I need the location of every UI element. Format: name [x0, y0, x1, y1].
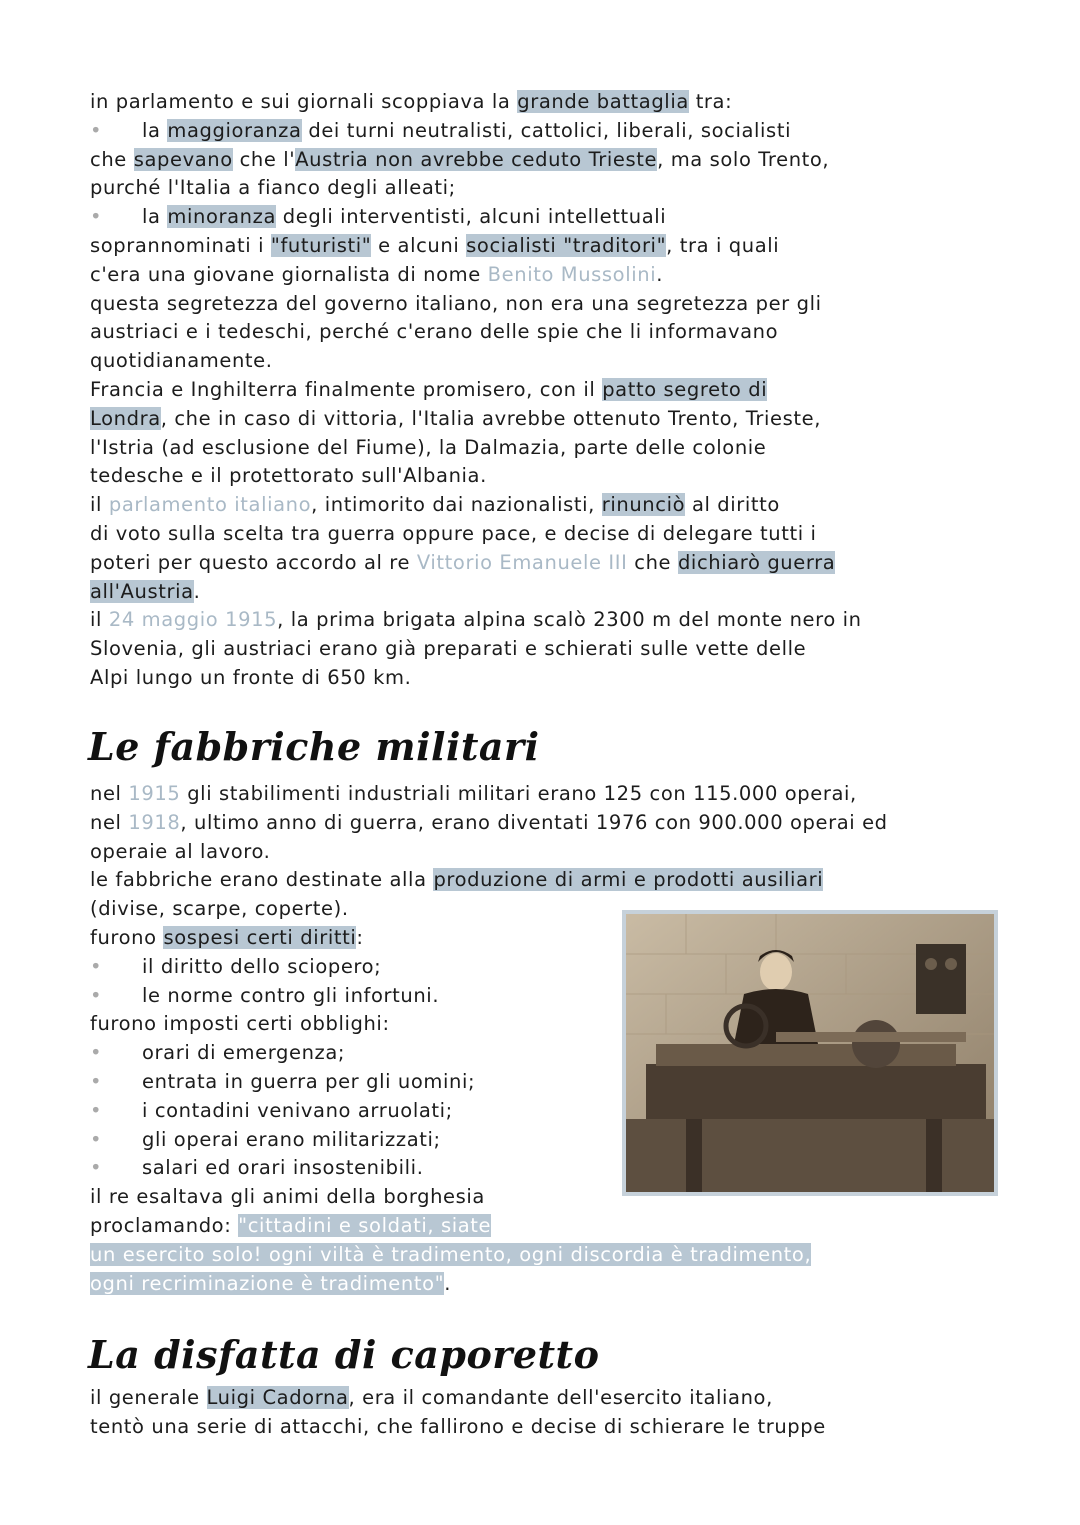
muted-text: 1915: [128, 782, 181, 805]
text-span: .: [656, 262, 664, 286]
muted-text: Benito Mussolini: [487, 262, 657, 286]
text-span: e alcuni: [371, 233, 467, 257]
text-line: [90, 203, 1020, 232]
text-span: Francia e Inghilterra finalmente promisero, con il: [90, 377, 603, 401]
text-span: furono: [90, 925, 164, 949]
text-span: di voto sulla scelta tra guerra oppure pace, e decise di delegare tutti i: [90, 521, 817, 545]
text-span: austriaci e i tedeschi, perché c'erano delle spie che li informavano: [90, 320, 779, 344]
highlighted-text: grande battaglia: [517, 90, 689, 113]
text-span: purché l'Italia a fianco degli alleati;: [90, 176, 456, 200]
text-line: [90, 434, 1020, 463]
highlighted-text: ogni recriminazione è tradimento": [90, 1271, 445, 1295]
text-span: .: [444, 1271, 451, 1295]
highlighted-text: patto segreto di: [602, 377, 768, 401]
muted-text: parlamento italiano: [108, 493, 312, 517]
text-span: nel: [90, 810, 129, 834]
text-line: [90, 780, 1020, 809]
text-span: degli interventisti, alcuni intellettuali: [276, 205, 667, 229]
text-span: il: [90, 493, 109, 517]
text-span: in parlamento e sui giornali scoppiava la: [90, 90, 518, 113]
text-line: [90, 578, 1020, 607]
highlighted-text: Londra: [90, 406, 161, 430]
text-span: , era il comandante dell'esercito italiano,: [348, 1386, 773, 1409]
highlighted-text: sospesi certi diritti: [163, 925, 357, 949]
highlighted-text: maggioranza: [167, 118, 302, 142]
highlighted-text: sapevano: [133, 147, 233, 171]
text-span: entrata in guerra per gli uomini;: [142, 1069, 476, 1093]
text-span: orari di emergenza;: [142, 1041, 346, 1065]
section-caporetto-text: [90, 1384, 1020, 1442]
highlighted-text: produzione di armi e prodotti ausiliari: [433, 868, 824, 892]
text-span: dei turni neutralisti, cattolici, liberali, socialisti: [301, 118, 792, 142]
text-line: [90, 1413, 1020, 1442]
text-span: al diritto: [685, 493, 780, 517]
text-line: [90, 462, 1020, 491]
highlighted-text: rinunciò: [601, 493, 686, 517]
text-line: [90, 232, 1020, 261]
text-line: [90, 838, 1020, 867]
highlighted-text: minoranza: [167, 205, 276, 229]
text-span: i contadini venivano arruolati;: [142, 1098, 453, 1122]
text-line: [90, 347, 1020, 376]
text-line: [90, 88, 1020, 117]
text-span: tra:: [688, 90, 733, 113]
text-span: il diritto dello sciopero;: [142, 954, 382, 978]
text-line: [90, 174, 1020, 203]
bullet-icon: •: [90, 983, 103, 1007]
text-line: [90, 809, 1020, 838]
text-span: che l': [232, 147, 296, 171]
bullet-icon: •: [90, 1127, 103, 1151]
text-line: [90, 1241, 1020, 1270]
text-span: le norme contro gli infortuni.: [142, 983, 440, 1007]
text-line: [90, 520, 1020, 549]
text-line: [90, 664, 1020, 693]
text-span: poteri per questo accordo al re: [90, 550, 417, 574]
text-span: proclamando:: [90, 1213, 239, 1237]
factory-worker-photo: [622, 910, 998, 1196]
text-line: [90, 261, 1020, 290]
text-span: , tra i quali: [666, 233, 780, 257]
muted-text: 24 maggio 1915: [108, 608, 278, 632]
section-parliament-text: [90, 88, 1020, 693]
text-span: , ultimo anno di guerra, erano diventati 1976 con 900.000 operai ed: [180, 810, 888, 834]
bullet-icon: •: [90, 1069, 103, 1093]
text-line: [90, 376, 1020, 405]
text-span: , intimorito dai nazionalisti,: [311, 493, 602, 517]
text-span: furono imposti certi obblighi:: [90, 1012, 390, 1036]
text-span: c'era una giovane giornalista di nome: [90, 262, 488, 286]
highlighted-text: "futuristi": [270, 233, 372, 257]
text-line: [90, 1212, 1020, 1241]
text-span: , la prima brigata alpina scalò 2300 m del monte nero in: [277, 608, 862, 632]
text-span: (divise, scarpe, coperte).: [90, 897, 349, 921]
text-span: questa segretezza del governo italiano, non era una segretezza per gli: [90, 291, 822, 315]
text-span: il re esaltava gli animi della borghesia: [90, 1185, 485, 1209]
highlighted-text: dichiarò guerra: [677, 550, 836, 574]
highlighted-text: "cittadini e soldati, siate: [238, 1213, 492, 1237]
text-span: nel: [90, 782, 129, 805]
highlighted-text: Austria non avrebbe ceduto Trieste: [295, 147, 658, 171]
text-line: [90, 866, 1020, 895]
text-span: il generale: [90, 1386, 207, 1409]
text-line: [90, 290, 1020, 319]
highlighted-text: Luigi Cadorna: [206, 1386, 349, 1409]
text-span: Slovenia, gli austriaci erano già preparati e schierati sulle vette delle: [90, 637, 807, 661]
text-span: gli stabilimenti industriali militari erano 125 con 115.000 operai,: [180, 782, 857, 805]
text-span: soprannominati i: [90, 233, 271, 257]
heading-disfatta-caporetto: La disfatta di caporetto: [88, 1332, 600, 1377]
text-span: le fabbriche erano destinate alla: [90, 868, 434, 892]
highlighted-text: socialisti "traditori": [466, 233, 667, 257]
text-span: gli operai erano militarizzati;: [142, 1127, 441, 1151]
bullet-icon: •: [90, 954, 103, 978]
text-span: tedesche e il protettorato sull'Albania.: [90, 464, 487, 488]
bullet-icon: •: [90, 205, 103, 229]
text-span: quotidianamente.: [90, 349, 273, 373]
text-line: [90, 606, 1020, 635]
text-span: la: [142, 118, 168, 142]
text-line: [90, 146, 1020, 175]
text-span: che: [90, 147, 134, 171]
highlighted-text: all'Austria: [90, 579, 194, 603]
bullet-icon: •: [90, 1156, 103, 1180]
bullet-icon: •: [90, 118, 103, 142]
text-line: [90, 549, 1020, 578]
text-span: , che in caso di vittoria, l'Italia avrebbe ottenuto Trento, Trieste,: [160, 406, 822, 430]
text-span: .: [193, 579, 201, 603]
text-line: [90, 117, 1020, 146]
text-line: [90, 1270, 1020, 1299]
text-span: l'Istria (ad esclusione del Fiume), la Dalmazia, parte delle colonie: [90, 435, 767, 459]
text-line: [90, 318, 1020, 347]
heading-fabbriche-militari: Le fabbriche militari: [88, 724, 540, 769]
bullet-icon: •: [90, 1041, 103, 1065]
text-span: , ma solo Trento,: [657, 147, 830, 171]
muted-text: 1918: [128, 810, 181, 834]
muted-text: Vittorio Emanuele III: [416, 550, 628, 574]
text-line: [90, 491, 1020, 520]
text-span: salari ed orari insostenibili.: [142, 1156, 424, 1180]
text-line: [90, 405, 1020, 434]
text-span: operaie al lavoro.: [90, 839, 271, 863]
text-span: la: [142, 205, 168, 229]
text-span: tentò una serie di attacchi, che fallirono e decise di schierare le truppe: [90, 1414, 826, 1438]
text-span: :: [356, 925, 364, 949]
highlighted-text: un esercito solo! ogni viltà è tradimento, ogni discordia è tradimento,: [90, 1242, 812, 1266]
text-span: Alpi lungo un fronte di 650 km.: [90, 665, 412, 689]
text-line: [90, 1384, 1020, 1413]
text-span: che: [627, 550, 678, 574]
text-span: il: [90, 608, 109, 632]
text-line: [90, 635, 1020, 664]
bullet-icon: •: [90, 1098, 103, 1122]
